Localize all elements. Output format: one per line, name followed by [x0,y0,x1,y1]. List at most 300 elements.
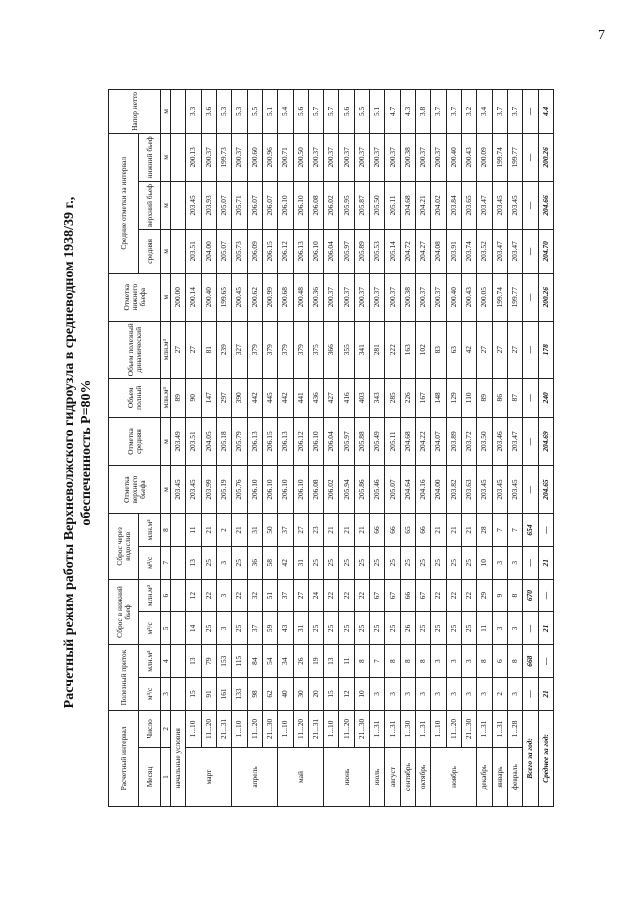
value-cell: 8 [400,645,415,678]
value-cell: 200.43 [461,273,476,321]
value-cell: 205.46 [370,466,385,514]
value-cell: 22 [324,579,339,612]
value-cell: 89 [171,378,186,417]
totals-cell: — [523,181,538,229]
value-cell: 25 [324,546,339,579]
unit-cell: млн.м³ [139,514,161,547]
value-cell: 206.07 [262,181,277,229]
unit-cell: м [161,466,171,514]
value-cell: 205.73 [232,230,247,274]
unit-cell: 5 [161,612,171,645]
value-cell: 89 [477,378,492,417]
value-cell: 25 [201,612,216,645]
averages-cell: 21 [538,678,554,711]
unit-cell: 1 [161,748,171,807]
value-cell: 7 [370,645,385,678]
day-cell: 1...31 [477,710,492,747]
header-upper-mark: Отметка верхнего бьефа [109,466,161,514]
value-cell: 206.10 [308,230,323,274]
value-cell: 15 [186,678,201,711]
value-cell: 22 [431,579,446,612]
month-cell: ноябрь [431,748,477,807]
value-cell: 21 [201,514,216,547]
value-cell: 200.00 [171,273,186,321]
rotated-content [62,86,564,819]
value-cell: 25 [370,546,385,579]
value-cell: 25 [385,612,400,645]
value-cell: 200.96 [262,133,277,181]
value-cell: 199.73 [216,133,231,181]
value-cell: 25 [446,612,461,645]
value-cell: 205.53 [370,230,385,274]
value-cell: 204.07 [431,417,446,465]
value-cell: 206.12 [278,230,293,274]
value-cell: 87 [507,378,522,417]
value-cell: 204.21 [416,181,431,229]
value-cell: 205.88 [354,417,369,465]
day-cell: 1...10 [278,710,293,747]
table-row [201,90,216,807]
value-cell: 27 [293,579,308,612]
value-cell: 5.3 [232,90,247,134]
value-cell: 203.45 [477,466,492,514]
value-cell: 206.08 [308,181,323,229]
value-cell: 206.10 [278,181,293,229]
value-cell: 3.7 [507,90,522,134]
table-row [262,90,277,807]
value-cell: 29 [477,579,492,612]
value-cell: 203.89 [446,417,461,465]
value-cell: 22 [232,579,247,612]
value-cell: 204.08 [431,230,446,274]
totals-cell: — [523,466,538,514]
value-cell: 281 [370,321,385,378]
table-row [354,90,369,807]
header-volume-full: Объем полный [109,378,161,417]
value-cell: 5.7 [324,90,339,134]
value-cell: 200.05 [477,273,492,321]
table-row [431,90,446,807]
value-cell: 200.37 [370,133,385,181]
value-cell [171,514,186,547]
value-cell: 206.07 [247,181,262,229]
totals-cell: — [523,230,538,274]
header-mean: средняя [139,230,161,274]
value-cell: 59 [262,612,277,645]
value-cell: 205.86 [354,466,369,514]
value-cell: 3 [507,546,522,579]
averages-cell: 200.26 [538,133,554,181]
totals-cell: 654 [523,514,538,547]
unit-cell: 7 [161,546,171,579]
value-cell: 206.12 [293,417,308,465]
day-cell: 1...10 [186,710,201,747]
value-cell: 34 [278,645,293,678]
value-cell: 66 [416,514,431,547]
value-cell: 42 [461,321,476,378]
table-row [446,90,461,807]
value-cell: 205.97 [339,230,354,274]
value-cell: 206.13 [293,230,308,274]
value-cell: 14 [186,612,201,645]
totals-cell: 668 [523,645,538,678]
value-cell: 3 [446,678,461,711]
value-cell: 11 [186,514,201,547]
value-cell: 203.47 [507,417,522,465]
value-cell: 204.68 [400,417,415,465]
regime-table [108,89,554,807]
value-cell: 15 [324,678,339,711]
value-cell: 27 [186,321,201,378]
value-cell: 206.02 [324,466,339,514]
value-cell: 200.37 [339,133,354,181]
value-cell: 203.45 [186,466,201,514]
day-cell: 1...30 [400,710,415,747]
month-cell: июль [370,748,385,807]
value-cell: 3 [477,678,492,711]
value-cell: 379 [293,321,308,378]
value-cell: 9 [492,579,507,612]
value-cell: 203.49 [171,417,186,465]
value-cell: 4.3 [400,90,415,134]
table-title-line-2: обеспеченность Р=80% [79,379,94,526]
averages-cell: 204.69 [538,417,554,465]
averages-cell: 178 [538,321,554,378]
unit-cell: млн.м³ [161,321,171,378]
day-cell: 21...30 [461,710,476,747]
day-cell: 1...31 [416,710,431,747]
day-cell: 1...28 [507,710,522,747]
value-cell: 205.07 [216,181,231,229]
value-cell: 206.15 [262,230,277,274]
averages-cell: — [538,579,554,612]
table-row [186,90,201,807]
value-cell: 25 [400,546,415,579]
day-cell: 21...31 [308,710,323,747]
value-cell: 204.00 [431,466,446,514]
value-cell: 51 [262,579,277,612]
value-cell: 204.72 [400,230,415,274]
value-cell: 205.07 [216,230,231,274]
value-cell: 203.72 [461,417,476,465]
value-cell: 23 [308,514,323,547]
day-cell: 11...20 [293,710,308,747]
value-cell: 24 [308,579,323,612]
value-cell: 8 [507,579,522,612]
unit-cell: 4 [161,645,171,678]
value-cell: 3 [492,612,507,645]
value-cell: 22 [201,579,216,612]
value-cell: 5.5 [247,90,262,134]
value-cell: 199.74 [492,273,507,321]
month-cell: сентябрь [400,748,415,807]
header-mean-marks-interval: Средние отметки за интервал [109,133,139,273]
averages-row [538,90,554,807]
value-cell: 21 [232,514,247,547]
value-cell: 8 [385,645,400,678]
value-cell: 204.27 [416,230,431,274]
value-cell: 200.37 [385,273,400,321]
value-cell: 50 [262,514,277,547]
value-cell: 204.22 [416,417,431,465]
value-cell: 442 [247,378,262,417]
value-cell: 3 [431,678,446,711]
value-cell: 8 [507,645,522,678]
value-cell: 21 [324,514,339,547]
value-cell: 203.47 [492,230,507,274]
table-title-line-1: Расчетный режим работы Верхневолжского гидроузла в средневодном 1938/39 г., [62,196,77,709]
value-cell: 28 [477,514,492,547]
value-cell: 5.3 [216,90,231,134]
value-cell: 3 [446,645,461,678]
value-cell: 442 [278,378,293,417]
value-cell: 27 [293,514,308,547]
table-row [278,90,293,807]
value-cell: 206.10 [247,466,262,514]
value-cell: 25 [308,612,323,645]
value-cell: 204.05 [201,417,216,465]
value-cell: 22 [446,579,461,612]
value-cell: 200.37 [416,273,431,321]
value-cell: 5.6 [339,90,354,134]
day-cell: 1...10 [232,710,247,747]
header-month: Месяц [139,748,161,807]
value-cell: 3 [492,546,507,579]
value-cell: 25 [232,612,247,645]
value-cell: 205.79 [232,417,247,465]
value-cell: 203.99 [201,466,216,514]
value-cell: 5.6 [293,90,308,134]
month-cell: июнь [324,748,370,807]
table-row [216,90,231,807]
value-cell: 22 [339,579,354,612]
value-cell: 62 [262,678,277,711]
totals-cell: Всего за год: [523,710,538,806]
value-cell: 379 [247,321,262,378]
value-cell: 200.37 [354,273,369,321]
unit-cell: м³/с [139,612,161,645]
value-cell: 25 [232,546,247,579]
table-row [385,90,400,807]
day-cell: 1...10 [324,710,339,747]
month-cell: январь [492,748,507,807]
header-volume-dyn: Объем полезный динамический [109,321,161,378]
value-cell: 390 [232,378,247,417]
value-cell: 200.37 [385,133,400,181]
value-cell: 167 [416,378,431,417]
value-cell: 8 [354,645,369,678]
value-cell: 222 [385,321,400,378]
value-cell: 27 [492,321,507,378]
value-cell: 203.47 [507,230,522,274]
value-cell: 147 [201,378,216,417]
value-cell: 445 [262,378,277,417]
value-cell: 199.77 [507,273,522,321]
value-cell: 40 [278,678,293,711]
value-cell: 161 [216,678,231,711]
header-upper-bief: верхний бьеф [139,181,161,229]
value-cell: 206.10 [293,466,308,514]
table-row [416,90,431,807]
value-cell: 3 [216,612,231,645]
value-cell: 343 [370,378,385,417]
table-body [171,90,554,807]
value-cell: 81 [201,321,216,378]
value-cell: 200.37 [354,133,369,181]
rotated-page-content [62,86,564,819]
day-cell: 11...20 [339,710,354,747]
value-cell: 31 [293,546,308,579]
value-cell: 3 [400,678,415,711]
value-cell: 21 [431,514,446,547]
value-cell: 416 [339,378,354,417]
month-cell: октябрь [416,748,431,807]
value-cell: 115 [232,645,247,678]
value-cell: 200.37 [431,133,446,181]
value-cell: 206.10 [293,181,308,229]
value-cell: 200.60 [247,133,262,181]
day-cell: 21...31 [216,710,231,747]
value-cell: 205.07 [385,466,400,514]
table-row [461,90,476,807]
value-cell: 203.45 [492,466,507,514]
value-cell: 65 [400,514,415,547]
day-cell: 21...30 [354,710,369,747]
value-cell: 200.40 [446,133,461,181]
totals-cell: — [523,546,538,579]
value-cell: 355 [339,321,354,378]
value-cell: 3 [507,612,522,645]
value-cell: 8 [416,645,431,678]
totals-cell: — [523,378,538,417]
averages-cell: 204.66 [538,181,554,229]
value-cell: 205.94 [339,466,354,514]
averages-cell: 21 [538,546,554,579]
value-cell: 67 [385,579,400,612]
table-row [324,90,339,807]
value-cell: 200.37 [431,273,446,321]
value-cell: 66 [385,514,400,547]
value-cell: 441 [293,378,308,417]
totals-cell: — [523,678,538,711]
table-row [507,90,522,807]
value-cell: 200.40 [446,273,461,321]
value-cell: 98 [247,678,262,711]
value-cell: 3 [461,678,476,711]
value-cell: 5.1 [262,90,277,134]
value-cell: 200.37 [370,273,385,321]
value-cell: 205.49 [370,417,385,465]
value-cell: 25 [416,612,431,645]
value-cell: 206.09 [247,230,262,274]
header-day: Число [139,710,161,747]
page-number: 7 [598,28,605,43]
value-cell: 3 [461,645,476,678]
value-cell: 21 [339,514,354,547]
value-cell: 5.7 [308,90,323,134]
value-cell [171,678,186,711]
totals-cell: — [523,321,538,378]
month-cell: февраль [507,748,522,807]
value-cell: 403 [354,378,369,417]
value-cell [171,645,186,678]
value-cell: 3 [216,579,231,612]
value-cell: 37 [278,579,293,612]
value-cell: 12 [186,579,201,612]
value-cell: 20 [308,678,323,711]
value-cell: 25 [339,546,354,579]
value-cell: 200.68 [278,273,293,321]
averages-cell: Среднее за год: [538,710,554,806]
table-row [232,90,247,807]
value-cell: 206.10 [278,466,293,514]
value-cell [171,230,186,274]
value-cell: 25 [431,546,446,579]
value-cell: 203.45 [492,181,507,229]
value-cell: 25 [461,546,476,579]
value-cell: 200.38 [400,273,415,321]
value-cell: 203.65 [461,181,476,229]
value-cell: 206.15 [262,417,277,465]
value-cell: 200.37 [339,273,354,321]
value-cell: 200.71 [278,133,293,181]
value-cell: 5.4 [278,90,293,134]
value-cell: 206.04 [324,230,339,274]
unit-cell: м [161,181,171,229]
value-cell: 13 [186,546,201,579]
value-cell [171,133,186,181]
value-cell: 203.52 [477,230,492,274]
value-cell: 436 [308,378,323,417]
value-cell: 205.50 [370,181,385,229]
header-inflow: Полезный приток [109,645,139,711]
value-cell: 5.1 [370,90,385,134]
value-cell: 203.50 [477,417,492,465]
value-cell: 153 [216,645,231,678]
averages-cell: — [538,514,554,547]
value-cell: 203.93 [201,181,216,229]
unit-cell: м [161,417,171,465]
value-cell: 379 [262,321,277,378]
value-cell: 37 [278,514,293,547]
table-row [477,90,492,807]
value-cell: 200.14 [186,273,201,321]
value-cell: 13 [324,645,339,678]
value-cell: 26 [293,645,308,678]
value-cell: 205.97 [339,417,354,465]
value-cell: 200.37 [201,133,216,181]
averages-cell: — [538,645,554,678]
value-cell: 4.7 [385,90,400,134]
unit-cell: 3 [161,678,171,711]
value-cell: 66 [400,579,415,612]
value-cell: 200.48 [293,273,308,321]
value-cell: 7 [492,514,507,547]
value-cell: 203.91 [446,230,461,274]
value-cell: 203.84 [446,181,461,229]
day-cell: 11...20 [247,710,262,747]
value-cell: 200.37 [324,273,339,321]
value-cell: 25 [461,612,476,645]
value-cell: 200.37 [324,133,339,181]
table-row [492,90,507,807]
value-cell: 21 [461,514,476,547]
table-row [247,90,262,807]
value-cell: 205.19 [216,466,231,514]
value-cell: 205.18 [216,417,231,465]
value-cell: 163 [400,321,415,378]
day-cell: 1...31 [385,710,400,747]
